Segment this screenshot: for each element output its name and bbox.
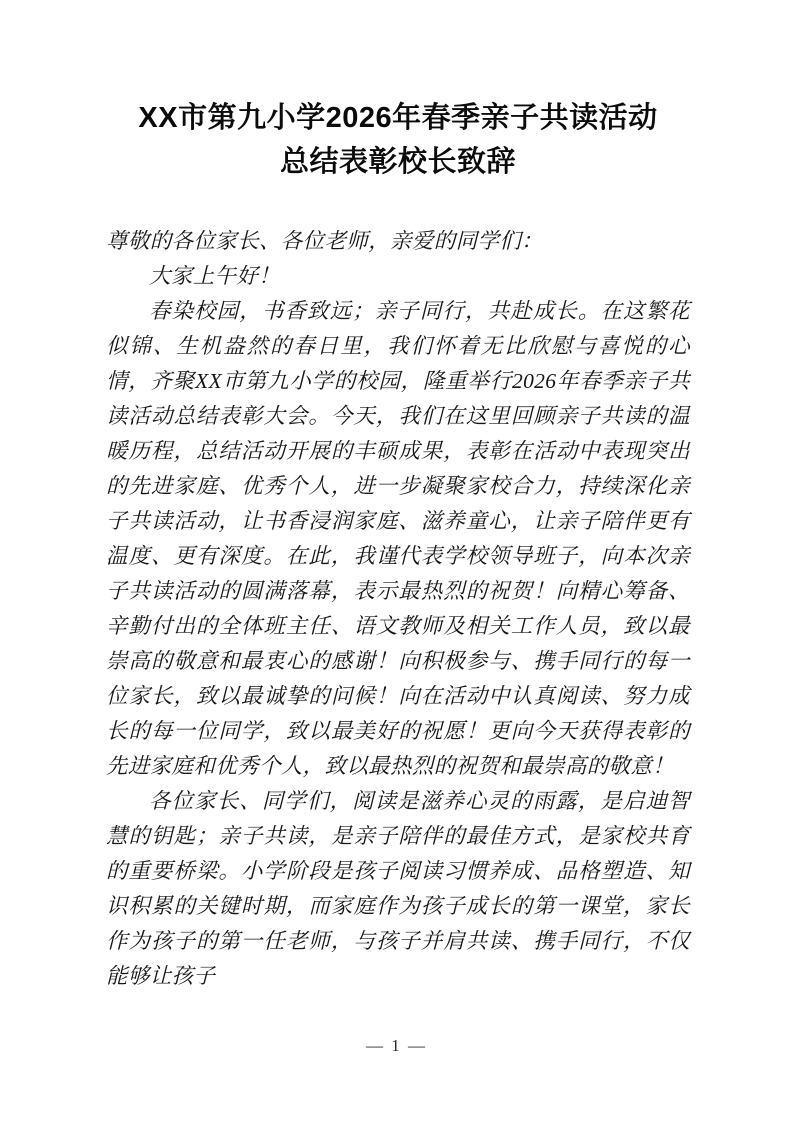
paragraph-reading-value: 各位家长、同学们，阅读是滋养心灵的雨露，是启迪智慧的钥匙；亲子共读，是亲子陪伴的最佳方式，是家校共育的重要桥梁。小学阶段是孩子阅读习惯养成、品格塑造、知识积累的关键时期，而家庭作为孩子成长的第一课堂，家长作为孩子的第一任老师，与孩子并肩共读、携手同行，不仅能够让孩子 — [106, 789, 690, 988]
paragraph-salutation: 尊敬的各位家长、各位老师，亲爱的同学们： — [106, 229, 544, 253]
document-content — [106, 96, 690, 994]
body-text — [106, 224, 690, 994]
page-title-line-2: 总结表彰校长致辞 — [279, 146, 516, 178]
paragraph-greeting: 大家上午好！ — [149, 264, 281, 288]
page-title — [106, 96, 690, 184]
paragraph-opening-remarks: 春染校园，书香致远；亲子同行，共赴成长。在这繁花似锦、生机盎然的春日里，我们怀着无比欣慰与喜悦的心情，齐聚XX市第九小学的校园，隆重举行2026年春季亲子共读活动总结表彰大会。今天，我们在这里回顾亲子共读的温暖历程，总结活动开展的丰硕成果，表彰在活动中表现突出的先进家庭、优秀个人，进一步凝聚家校合力，持续深化亲子共读活动，让书香浸润家庭、滋养童心，让亲子陪伴更有温度、更有深度。在此，我谨代表学校领导班子，向本次亲子共读活动的圆满落幕，表示最热烈的祝贺！向精心筹备、辛勤付出的全体班主任、语文教师及相关工作人员，致以最崇高的敬意和最衷心的感谢！向积极参与、携手同行的每一位家长，致以最诚挚的问候！向在活动中认真阅读、努力成长的每一位同学，致以最美好的祝愿！更向今天获得表彰的先进家庭和优秀个人，致以最热烈的祝贺和最崇高的敬意！ — [106, 299, 690, 778]
page-title-line-1: XX市第九小学2026年春季亲子共读活动 — [138, 102, 658, 134]
page-number-footer: — 1 — — [366, 1036, 427, 1055]
